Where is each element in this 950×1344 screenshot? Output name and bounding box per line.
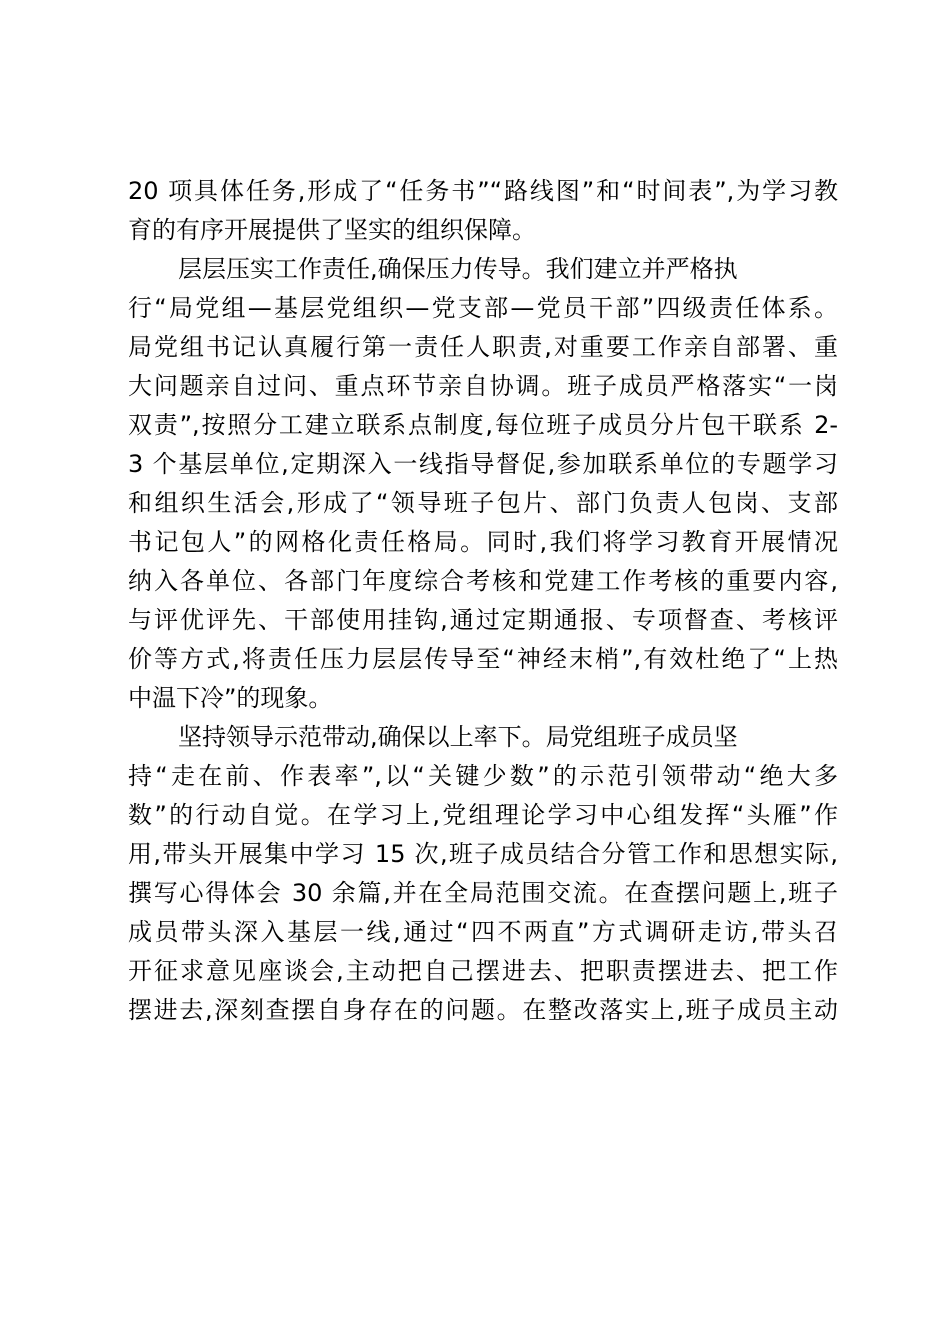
text-line: 成员带头深入基层一线,通过“四不两直”方式调研走访,带头召 <box>128 918 838 946</box>
text-line: 行“局党组—基层党组织—党支部—党员干部”四级责任体系。 <box>128 294 838 322</box>
text-line: 数”的行动自觉。在学习上,党组理论学习中心组发挥“头雁”作 <box>128 801 838 829</box>
text-line: 价等方式,将责任压力层层传导至“神经末梢”,有效杜绝了“上热 <box>128 645 838 673</box>
text-line: 纳入各单位、各部门年度综合考核和党建工作考核的重要内容, <box>128 567 838 595</box>
text-line: 20 项具体任务,形成了“任务书”“路线图”和“时间表”,为学习教 <box>128 177 838 205</box>
text-line: 持“走在前、作表率”,以“关键少数”的示范引领带动“绝大多 <box>128 762 838 790</box>
text-line: 双责”,按照分工建立联系点制度,每位班子成员分片包干联系 2- <box>128 411 838 439</box>
text-line: 3 个基层单位,定期深入一线指导督促,参加联系单位的专题学习 <box>128 450 838 478</box>
text-line: 大问题亲自过问、重点环节亲自协调。班子成员严格落实“一岗 <box>128 372 838 400</box>
text-line: 中温下冷”的现象。 <box>128 684 333 712</box>
text-line: 育的有序开展提供了坚实的组织保障。 <box>128 216 536 244</box>
text-line: 与评优评先、干部使用挂钩,通过定期通报、专项督查、考核评 <box>128 606 838 634</box>
text-line: 开征求意见座谈会,主动把自己摆进去、把职责摆进去、把工作 <box>128 957 838 985</box>
text-line: 摆进去,深刻查摆自身存在的问题。在整改落实上,班子成员主动 <box>128 996 838 1024</box>
document-body <box>128 172 838 1030</box>
paragraph-heading-line: 层层压实工作责任,确保压力传导。我们建立并严格执 <box>178 255 738 283</box>
text-line: 用,带头开展集中学习 15 次,班子成员结合分管工作和思想实际, <box>128 840 838 868</box>
text-line: 和组织生活会,形成了“领导班子包片、部门负责人包岗、支部 <box>128 489 838 517</box>
text-line: 局党组书记认真履行第一责任人职责,对重要工作亲自部署、重 <box>128 333 838 361</box>
text-line: 撰写心得体会 30 余篇,并在全局范围交流。在查摆问题上,班子 <box>128 879 838 907</box>
paragraph-heading-line: 坚持领导示范带动,确保以上率下。局党组班子成员坚 <box>178 723 738 751</box>
text-line: 书记包人”的网格化责任格局。同时,我们将学习教育开展情况 <box>128 528 838 556</box>
